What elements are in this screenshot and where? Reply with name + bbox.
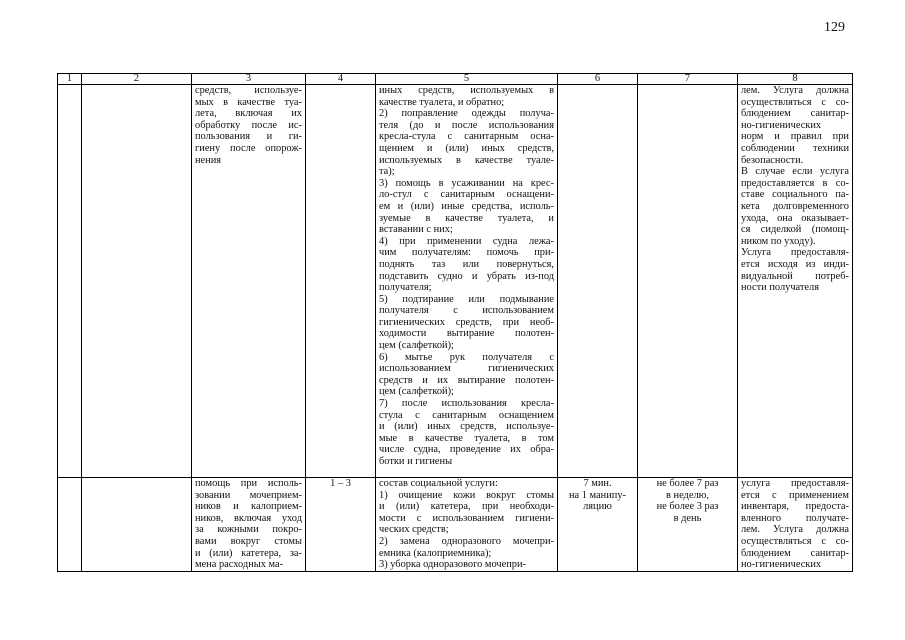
header-cell: 8 xyxy=(738,74,853,85)
cell-text-line: но-гигиенических xyxy=(741,119,822,131)
cell-time-norm xyxy=(558,85,638,478)
cell-text-line: безопасности. xyxy=(741,154,804,166)
cell-conditions xyxy=(738,478,853,572)
cell-text-line: гиену после опорож- xyxy=(195,142,302,154)
cell-text-line: зуемые в качестве туалета, и xyxy=(379,212,554,224)
cell-service-content xyxy=(376,478,558,572)
cell-text-line: цем (салфеткой); xyxy=(379,340,454,352)
cell-text-line: ем и (или) иные средства, исполь- xyxy=(379,200,554,212)
cell-text-line: получателя с использованием xyxy=(379,305,554,317)
cell-text-line: качестве туалета, и обратно; xyxy=(379,96,505,108)
cell-text-line: но-гигиенических xyxy=(741,559,822,571)
cell-text-line: блюдением санитар- xyxy=(741,108,849,120)
cell-text-line: ется исходя из инди- xyxy=(741,258,849,270)
cell-text-line: 5) подтирание или подмывание xyxy=(379,293,554,305)
cell-text-line: щением и (или) иных средств, xyxy=(379,142,554,154)
cell-conditions xyxy=(738,85,853,478)
cell-col2 xyxy=(82,85,192,478)
cell-text-line: поднять таз или повернуться, xyxy=(379,258,554,270)
cell-text-line: зовании мочеприем- xyxy=(195,489,302,501)
cell-text-line: и (или) иных средств, используе- xyxy=(379,421,554,433)
header-cell: 2 xyxy=(82,74,192,85)
cell-text-line: мые в качестве туалета, в том xyxy=(379,432,554,444)
cell-text-line: состав социальной услуги: xyxy=(379,478,498,489)
cell-text-line: ло-стул с санитарным оснащени- xyxy=(379,189,554,201)
header-cell: 4 xyxy=(306,74,376,85)
table-row xyxy=(58,478,853,572)
cell-text-line: 7) после использования кресла- xyxy=(379,398,554,410)
cell-text-line: и (или) катетера, при необходи- xyxy=(379,501,554,513)
cell-text-line: ухода, она оказывает- xyxy=(741,212,849,224)
cell-text-line: ности получателя xyxy=(741,282,820,294)
cell-text-line: на 1 манипу- xyxy=(568,489,627,501)
cell-text-line: ческих средств; xyxy=(379,524,449,536)
cell-text-line: вленного получате- xyxy=(741,512,849,524)
cell-text-line: 3) помощь в усаживании на крес- xyxy=(379,177,554,189)
cell-text-line: 3) уборка одноразового мочепри- xyxy=(379,559,527,571)
header-cell: 6 xyxy=(558,74,638,85)
cell-text-line: пользования и ги- xyxy=(195,131,302,143)
cell-text-line: инвентаря, предоста- xyxy=(741,501,849,513)
cell-text-line: не более 3 раз xyxy=(656,501,719,513)
cell-col1 xyxy=(58,478,82,572)
cell-text-line: нения xyxy=(195,154,222,166)
cell-text-line: 4) при применении судна лежа- xyxy=(379,235,554,247)
header-row xyxy=(58,74,853,85)
cell-text-line: соблюдении техники xyxy=(741,142,849,154)
cell-service-name xyxy=(192,478,306,572)
cell-col4 xyxy=(306,85,376,478)
cell-text-line: 2) поправление одежды получа- xyxy=(379,108,554,120)
cell-text-line: 7 мин. xyxy=(583,478,612,489)
cell-text-line: 6) мытье рук получателя с xyxy=(379,351,554,363)
cell-text-line: в день xyxy=(673,512,702,524)
cell-text-line: стула с санитарным оснащением xyxy=(379,409,554,421)
cell-text-line: ботки и гигиены xyxy=(379,456,453,467)
cell-text-line: получателя; xyxy=(379,282,432,294)
cell-text-line: ходимости вытирание полотен- xyxy=(379,328,554,340)
cell-text-line: ников и калоприем- xyxy=(195,501,302,513)
services-table xyxy=(57,73,853,572)
cell-text-line: числе судна, проведение их обра- xyxy=(379,444,554,456)
cell-text-line: ляцию xyxy=(583,501,612,513)
cell-text-line: ся сиделкой (помощ- xyxy=(741,224,849,236)
cell-text-line: видуальной потреб- xyxy=(741,270,849,282)
cell-text-line: гигиенических средств, при необ- xyxy=(379,316,554,328)
cell-text-line: кета долговременного xyxy=(741,200,849,212)
cell-text-line: лем. Услуга должна xyxy=(741,524,849,536)
cell-text-line: ников, включая уход xyxy=(195,512,302,524)
page-number: 129 xyxy=(824,20,845,35)
cell-text-line: емника (калоприемника); xyxy=(379,547,492,559)
cell-col4 xyxy=(306,478,376,572)
cell-text-line: мости с использованием гигиени- xyxy=(379,512,554,524)
cell-text-line: Услуга предоставля- xyxy=(741,247,849,259)
cell-text-line: 2) замена одноразового мочепри- xyxy=(379,535,554,547)
cell-text-line: цем (салфеткой); xyxy=(379,386,454,398)
cell-text-line: мена расходных ма- xyxy=(195,559,284,571)
header-cell: 1 xyxy=(58,74,82,85)
cell-text-line: та); xyxy=(379,166,395,178)
cell-text-line: теля (до и после использования xyxy=(379,119,554,131)
cell-text-line: В случае если услуга xyxy=(741,166,849,178)
cell-frequency xyxy=(638,85,738,478)
cell-text-line: использованием гигиенических xyxy=(379,363,554,375)
cell-frequency xyxy=(638,478,738,572)
cell-text-line: ставе социального па- xyxy=(741,189,849,201)
cell-text-line: лета, включая их xyxy=(195,108,302,120)
cell-text-line: вами вокруг стомы xyxy=(195,535,302,547)
cell-text-line: предоставляется в со- xyxy=(741,177,849,189)
cell-text-line: 1) очищение кожи вокруг стомы xyxy=(379,489,554,501)
cell-text-line: ется с применением xyxy=(741,489,849,501)
cell-text-line: 1 – 3 xyxy=(330,478,351,489)
cell-text-line: в неделю, xyxy=(666,489,709,501)
cell-text-line: средств и их вытирание полотен- xyxy=(379,374,554,386)
cell-text-line: средств, используе- xyxy=(195,85,302,96)
table-row xyxy=(58,85,853,478)
cell-text-line: осуществляться с со- xyxy=(741,535,849,547)
cell-text-line: вставании с них; xyxy=(379,224,453,236)
cell-text-line: ником по уходу). xyxy=(741,235,816,247)
cell-text-line: услуга предоставля- xyxy=(741,478,849,489)
cell-text-line: кресла-стула с санитарным осна- xyxy=(379,131,554,143)
cell-time-norm xyxy=(558,478,638,572)
cell-text-line: и (или) катетера, за- xyxy=(195,547,302,559)
header-cell: 5 xyxy=(376,74,558,85)
cell-text-line: норм и правил при xyxy=(741,131,849,143)
cell-text-line: иных средств, используемых в xyxy=(379,85,554,96)
cell-text-line: мых в качестве туа- xyxy=(195,96,302,108)
cell-text-line: блюдением санитар- xyxy=(741,547,849,559)
cell-text-line: осуществляться с со- xyxy=(741,96,849,108)
cell-text-line: подставить судно и убрать из-под xyxy=(379,270,554,282)
cell-col1 xyxy=(58,85,82,478)
cell-col2 xyxy=(82,478,192,572)
cell-text-line: обработку после ис- xyxy=(195,119,302,131)
header-cell: 7 xyxy=(638,74,738,85)
cell-text-line: помощь при исполь- xyxy=(195,478,302,489)
cell-text-line: за кожными покро- xyxy=(195,524,302,536)
cell-text-line: не более 7 раз xyxy=(656,478,719,489)
cell-text-line: лем. Услуга должна xyxy=(741,85,849,96)
cell-service-name xyxy=(192,85,306,478)
header-cell: 3 xyxy=(192,74,306,85)
cell-service-content xyxy=(376,85,558,478)
cell-text-line: чим получателям: помочь при- xyxy=(379,247,554,259)
cell-text-line: используемых в качестве туале- xyxy=(379,154,554,166)
